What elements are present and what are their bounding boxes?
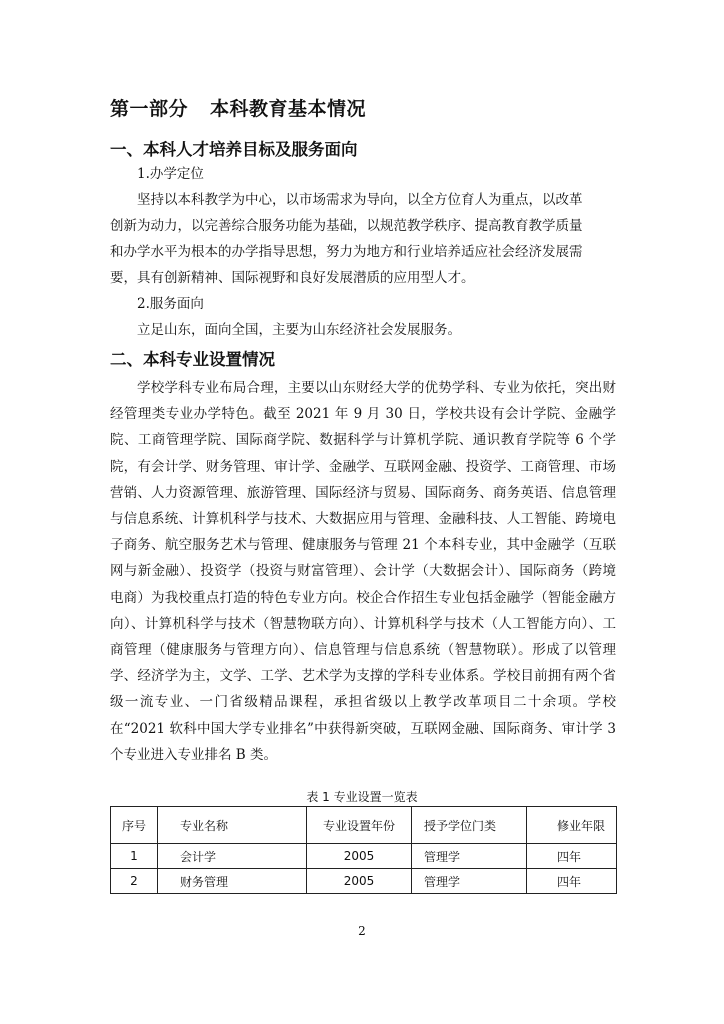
cell-major-name: 财务管理	[158, 869, 307, 894]
positioning-line-2: 创新为动力，以完善综合服务功能为基础，以规范教学秩序、提高教育教学质量	[110, 218, 583, 234]
section-2-heading: 二、本科专业设置情况	[110, 350, 275, 369]
subheading-positioning: 1.办学定位	[137, 166, 204, 182]
cell-index: 2	[111, 869, 158, 894]
positioning-line-3: 和办学水平为根本的办学指导思想，努力为地方和行业培养适应社会经济发展需	[110, 244, 583, 260]
positioning-line-1: 坚持以本科教学为中心，以市场需求为导向，以全方位育人为重点，以改革	[137, 192, 583, 208]
positioning-line-4: 要，具有创新精神、国际视野和良好发展潜质的应用型人才。	[110, 270, 475, 286]
part-label: 第一部分	[110, 98, 189, 120]
cell-duration: 四年	[527, 869, 617, 894]
cell-degree: 管理学	[412, 844, 527, 869]
header-major-name: 专业名称	[158, 807, 307, 844]
header-year: 专业设置年份	[307, 807, 412, 844]
part-title	[110, 94, 366, 121]
major-setting-paragraph: 学校学科专业布局合理，主要以山东财经大学的优势学科、专业为依托，突出财经管理类专业办学特色。截至 2021 年 9 月 30 日，学校共设有会计学院、金融学院、工商管理学院、国际商学院、数据科学与计算机学院、通识教育学院等 6 个学院，有会计学、财务管理、审计学、金融学、互联网金融、投资学、工商管理、市场营销、人力资源管理、旅游管理、国际经济与贸易、国际商务、商务英语、信息管理与信息系统、计算机科学与技术、大数据应用与管理、金融科技、人工智能、跨境电子商务、航空服务艺术与管理、健康服务与管理 21 个本科专业，其中金融学（互联网与新金融）、投资学（投资与财富管理）、会计学（大数据会计）、国际商务（跨境电商）为我校重点打造的特色专业方向。校企合作招生专业包括金融学（智能金融方向）、计算机科学与技术（智慧物联方向）、计算机科学与技术（人工智能方向）、工商管理（健康服务与管理方向）、信息管理与信息系统（智慧物联）。形成了以管理学、经济学为主，文学、工学、艺术学为支撑的学科专业体系。学校目前拥有两个省级一流专业、一门省级精品课程，承担省级以上教学改革项目二十余项。学校在“2021 软科中国大学专业排名”中获得新突破，互联网金融、国际商务、审计学 3 个专业进入专业排名 B 类。	[110, 380, 616, 763]
table-header-row	[111, 807, 617, 844]
cell-year: 2005	[307, 869, 412, 894]
page-number: 2	[358, 924, 366, 938]
section-1-heading: 一、本科人才培养目标及服务面向	[110, 140, 358, 159]
subheading-service: 2.服务面向	[137, 296, 204, 312]
header-duration: 修业年限	[527, 807, 617, 844]
cell-year: 2005	[307, 844, 412, 869]
table-caption: 表 1 专业设置一览表	[306, 790, 418, 804]
header-degree: 授予学位门类	[412, 807, 527, 844]
service-text: 立足山东，面向全国，主要为山东经济社会发展服务。	[137, 322, 461, 338]
table-row	[111, 844, 617, 869]
cell-duration: 四年	[527, 844, 617, 869]
cell-degree: 管理学	[412, 869, 527, 894]
cell-index: 1	[111, 844, 158, 869]
header-index: 序号	[111, 807, 158, 844]
part-title-text: 本科教育基本情况	[210, 98, 367, 120]
cell-major-name: 会计学	[158, 844, 307, 869]
majors-table	[110, 806, 617, 894]
table-row	[111, 869, 617, 894]
